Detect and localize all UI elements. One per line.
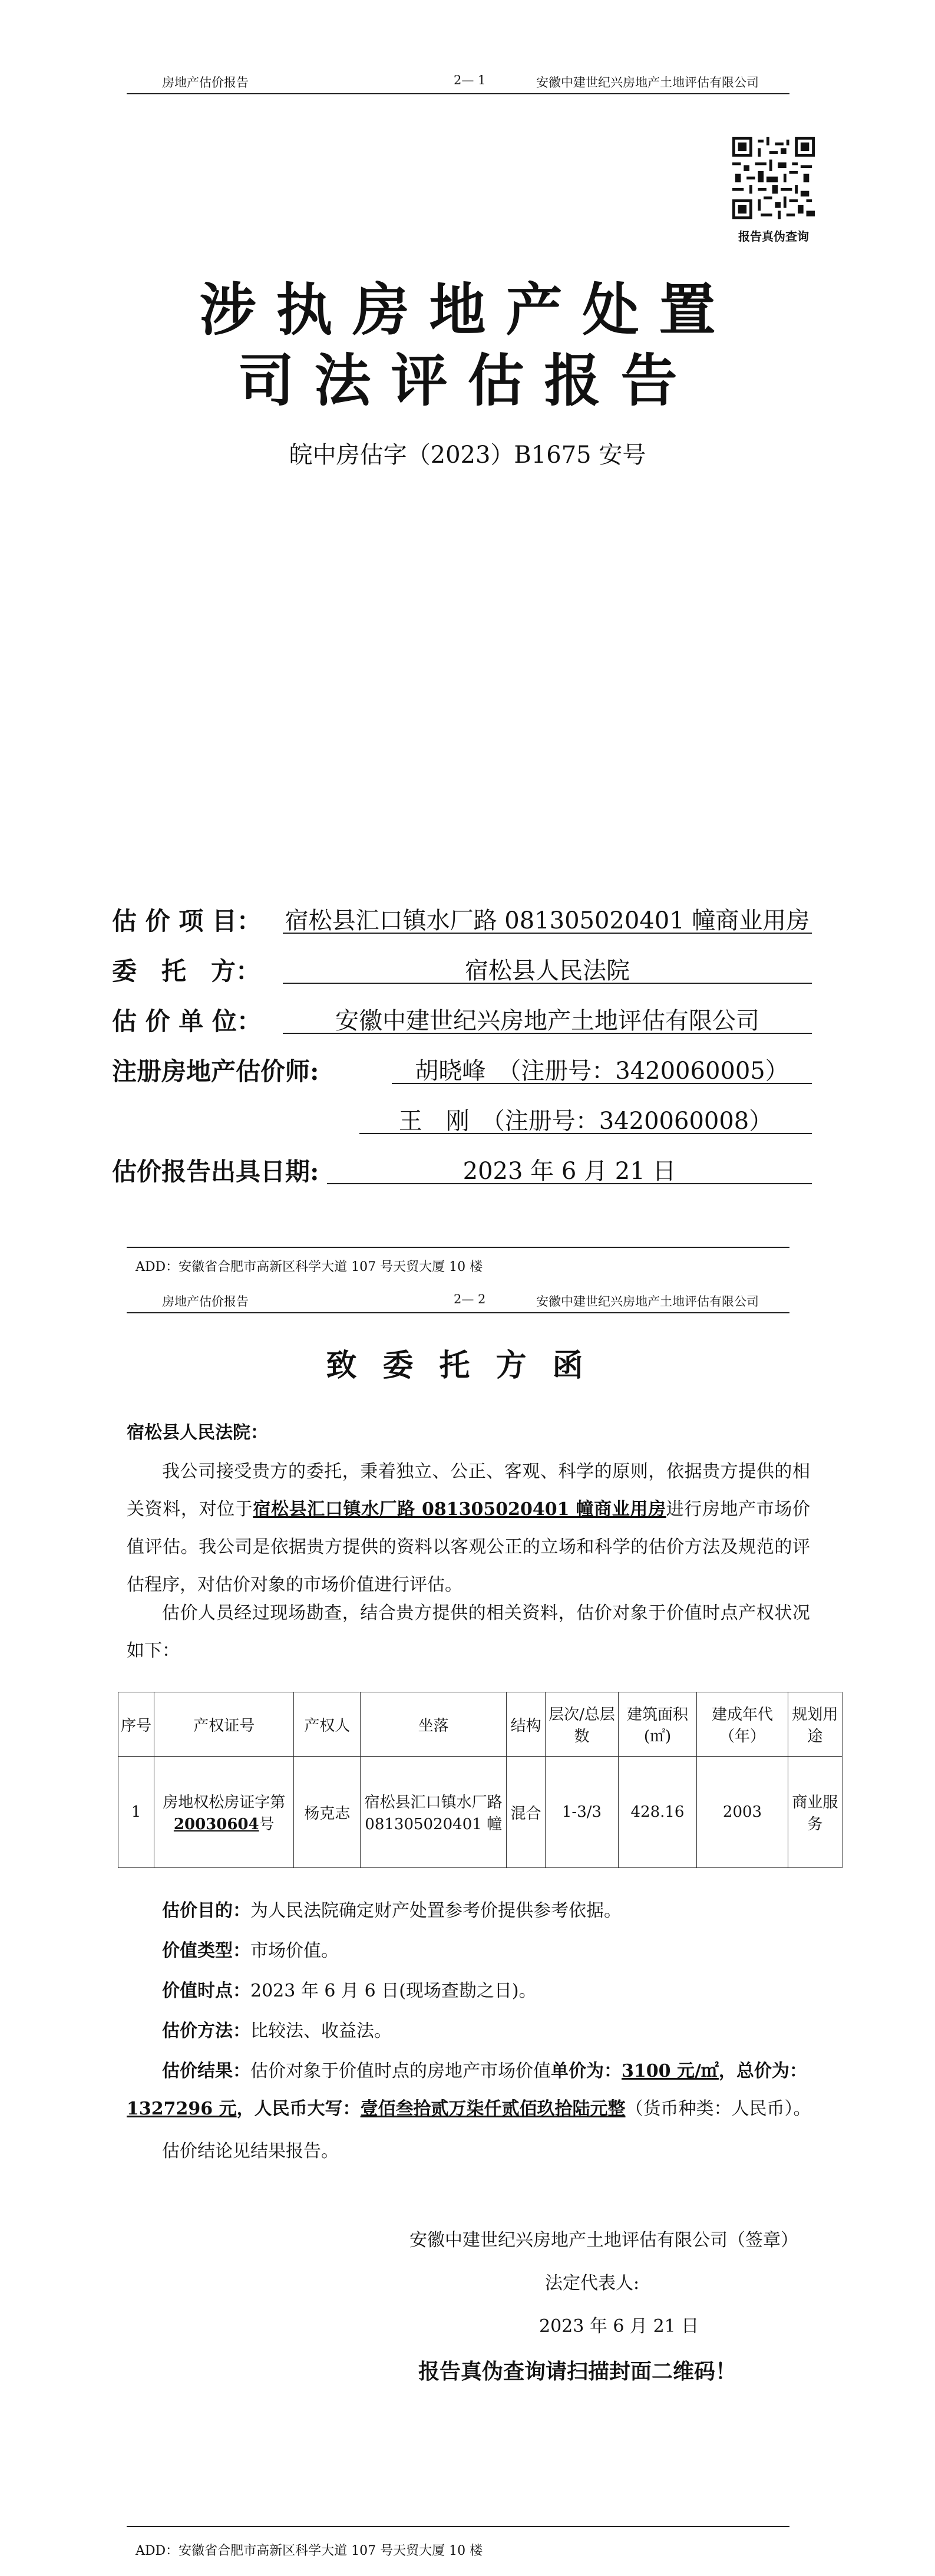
conclusion-line: 估价结论见结果报告。 (162, 2141, 339, 2162)
currency-note: （货币种类：人民币）。 (625, 2099, 811, 2119)
table-header: 规划用途 (788, 1692, 842, 1757)
header-left: 房地产估价报告 (162, 75, 249, 90)
field-value: 2023 年 6 月 21 日 (327, 1152, 812, 1184)
item-key: 估价结果： (162, 2061, 250, 2081)
cell-year: 2003 (697, 1757, 788, 1868)
item-key: 估价方法： (162, 2021, 250, 2041)
table-header: 层次/总层数 (546, 1692, 618, 1757)
signature-date: 2023 年 6 月 21 日 (539, 2316, 699, 2337)
item-key: 价值类型： (162, 1941, 250, 1961)
method-line (162, 2012, 810, 2050)
authenticity-notice: 报告真伪查询请扫描封面二维码！ (418, 2359, 737, 2384)
property-table (118, 1692, 843, 1868)
field-label: 估价报告出具日期: (112, 1157, 319, 1186)
item-key: 估价目的： (162, 1900, 250, 1921)
purpose-line (162, 1892, 810, 1930)
item-value: 比较法、收益法。 (250, 2021, 392, 2041)
cell-owner: 杨克志 (294, 1757, 361, 1868)
item-value: 2023 年 6 月 6 日(现场查勘之日)。 (250, 1981, 537, 2001)
item-key: 价值时点： (162, 1981, 250, 2001)
item-value: 市场价值。 (250, 1941, 339, 1961)
letter-paragraph-1 (127, 1453, 810, 1604)
para-text: 我公司接受贵方的委托，秉着独立、公正、客观、科学的原则，依据贵方提供的相关资料，对位于 (127, 1461, 810, 1520)
field-label: 估 价 单 位： (112, 1007, 262, 1036)
result-paragraph (127, 2053, 813, 2128)
signature-representative: 法定代表人: (545, 2273, 640, 2294)
header-company: 安徽中建世纪兴房地产土地评估有限公司 (536, 75, 759, 90)
qr-code-icon (732, 137, 815, 219)
signature-company: 安徽中建世纪兴房地产土地评估有限公司（签章） (409, 2230, 798, 2251)
report-title-line1: 涉执房地产处置 (199, 276, 736, 343)
qr-caption: 报告真伪查询 (738, 229, 809, 243)
table-header: 建筑面积(㎡) (618, 1692, 697, 1757)
total-price-value: 1327296 元 (127, 2099, 237, 2119)
field-value: 胡晓峰 （注册号：3420060005） (392, 1052, 812, 1084)
field-value: 王 刚 （注册号：3420060008） (359, 1102, 812, 1134)
capital-amount-label: ，人民币大写： (236, 2099, 361, 2119)
cover-page (0, 0, 935, 1285)
header-page-number: 2— 1 (454, 73, 486, 87)
table-header: 产权证号 (154, 1692, 294, 1757)
cell-no: 1 (118, 1757, 154, 1868)
cert-number: 20030604 (173, 1816, 259, 1833)
cell-floors: 1-3/3 (546, 1757, 618, 1868)
field-label: 估 价 项 目： (112, 907, 262, 935)
unit-price-value: 3100 元/㎡ (622, 2061, 719, 2081)
cell-structure: 混合 (507, 1757, 546, 1868)
cell-certificate (154, 1757, 294, 1868)
table-header: 产权人 (294, 1692, 361, 1757)
value-time-line (162, 1972, 810, 2010)
cell-location: 宿松县汇口镇水厂路 081305020401 幢 (361, 1757, 507, 1868)
property-location-highlight: 宿松县汇口镇水厂路 081305020401 幢商业用房 (253, 1499, 666, 1520)
page-header (127, 1289, 789, 1313)
cert-prefix: 房地权松房证字第 (163, 1794, 286, 1811)
table-header-row (118, 1692, 843, 1757)
value-type-line (162, 1932, 810, 1970)
letter-title: 致委托方函 (326, 1348, 609, 1383)
header-left: 房地产估价报告 (162, 1294, 249, 1309)
letter-page (0, 1285, 935, 2576)
letter-addressee: 宿松县人民法院： (127, 1422, 268, 1443)
capital-amount-value: 壹佰叁拾贰万柒仟贰佰玖拾陆元整 (360, 2099, 626, 2119)
unit-price-label: 单价为： (551, 2061, 622, 2081)
footer-divider (127, 2526, 789, 2527)
field-value: 安徽中建世纪兴房地产土地评估有限公司 (283, 1002, 812, 1034)
header-page-number: 2— 2 (454, 1292, 486, 1306)
report-title-line2: 司法评估报告 (237, 347, 698, 414)
footer-divider (127, 1247, 789, 1248)
table-header: 结构 (507, 1692, 546, 1757)
field-value: 宿松县人民法院 (283, 952, 812, 984)
table-header: 建成年代（年） (697, 1692, 788, 1757)
para-text: 进行房地产市场价值评估。我公司是依据贵方提供的资料以客观公正的立场和科学的估价方法及规范的评估程序，对估价对象的市场价值进行评估。 (127, 1499, 810, 1595)
field-label: 委 托 方： (112, 957, 261, 986)
cert-suffix: 号 (259, 1816, 275, 1833)
table-header: 序号 (118, 1692, 154, 1757)
footer-address: ADD：安徽省合肥市高新区科学大道 107 号天贸大厦 10 楼 (136, 2544, 483, 2558)
field-label: 注册房地产估价师: (112, 1057, 319, 1086)
item-value: 为人民法院确定财产处置参考价提供参考依据。 (250, 1900, 622, 1921)
page-header (127, 70, 789, 94)
footer-address: ADD：安徽省合肥市高新区科学大道 107 号天贸大厦 10 楼 (136, 1260, 483, 1274)
document-number: 皖中房估字（2023）B1675 安号 (289, 442, 646, 469)
cell-area: 428.16 (618, 1757, 697, 1868)
header-company: 安徽中建世纪兴房地产土地评估有限公司 (536, 1294, 759, 1309)
cell-usage: 商业服务 (788, 1757, 842, 1868)
letter-paragraph-2: 估价人员经过现场勘查，结合贵方提供的相关资料，估价对象于价值时点产权状况如下： (127, 1603, 810, 1661)
field-value: 宿松县汇口镇水厂路 081305020401 幢商业用房 (283, 902, 812, 934)
table-header: 坐落 (361, 1692, 507, 1757)
table-row (118, 1757, 843, 1868)
item-value: 估价对象于价值时点的房地产市场价值 (250, 2061, 551, 2081)
total-price-label: ，总价为： (718, 2061, 807, 2081)
